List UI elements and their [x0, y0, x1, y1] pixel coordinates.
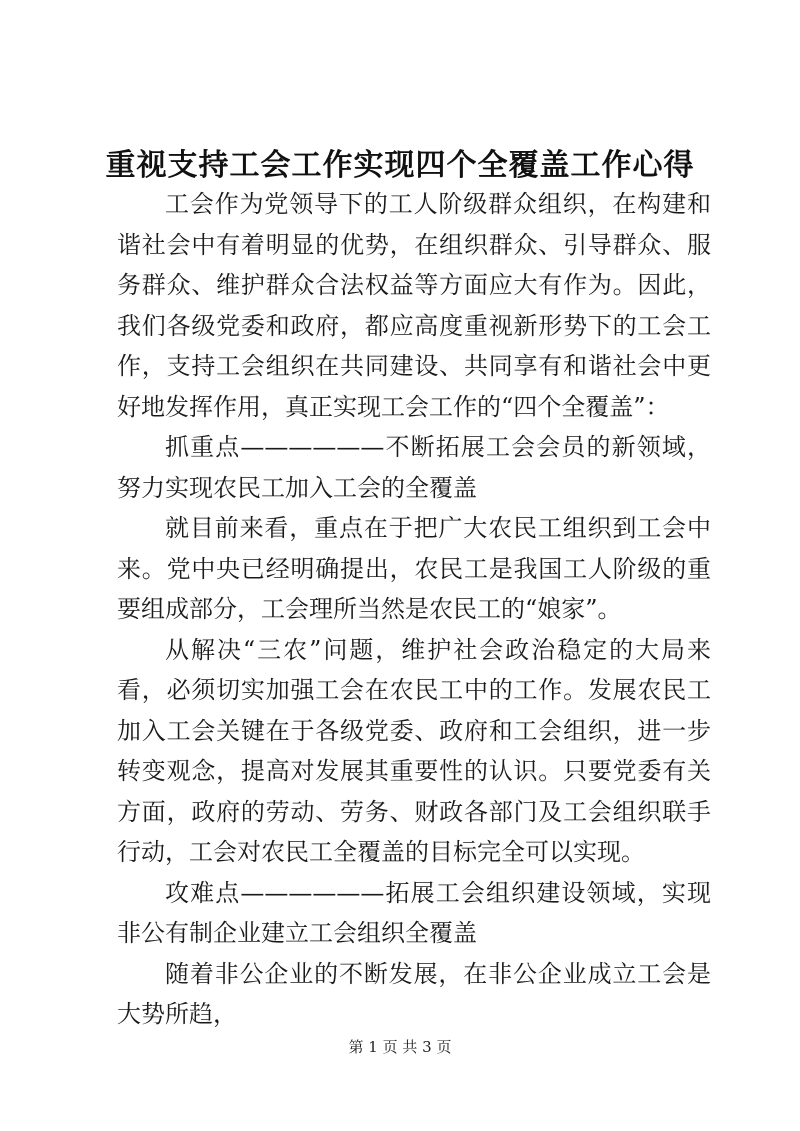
section-heading: 抓重点——————不断拓展工会会员的新领域，努力实现农民工加入工会的全覆盖	[117, 433, 711, 502]
paragraph: 随着非公企业的不断发展，在非公企业成立工会是大势所趋，	[117, 959, 711, 1028]
section-heading: 攻难点——————拓展工会组织建设领域，实现非公有制企业建立工会组织全覆盖	[117, 878, 711, 947]
page-footer: 第 1 页 共 3 页	[348, 1038, 452, 1056]
document-title: 重视支持工会工作实现四个全覆盖工作心得	[105, 148, 695, 183]
document-body	[117, 184, 711, 1035]
paragraph: 就目前来看，重点在于把广大农民工组织到工会中来。党中央已经明确提出，农民工是我国工人阶级的重要组成部分，工会理所当然是农民工的“娘家”。	[117, 514, 711, 623]
paragraph: 从解决“三农”问题，维护社会政治稳定的大局来看，必须切实加强工会在农民工中的工作。发展农民工加入工会关键在于各级党委、政府和工会组织，进一步转变观念，提高对发展其重要性的认识。只要党委有关方面，政府的劳动、劳务、财政各部门及工会组织联手行动，工会对农民工全覆盖的目标完全可以实现。	[117, 635, 711, 866]
paragraph: 工会作为党领导下的工人阶级群众组织，在构建和谐社会中有着明显的优势，在组织群众、引导群众、服务群众、维护群众合法权益等方面应大有作为。因此，我们各级党委和政府，都应高度重视新形势下的工会工作，支持工会组织在共同建设、共同享有和谐社会中更好地发挥作用，真正实现工会工作的“四个全覆盖”：	[117, 190, 711, 421]
